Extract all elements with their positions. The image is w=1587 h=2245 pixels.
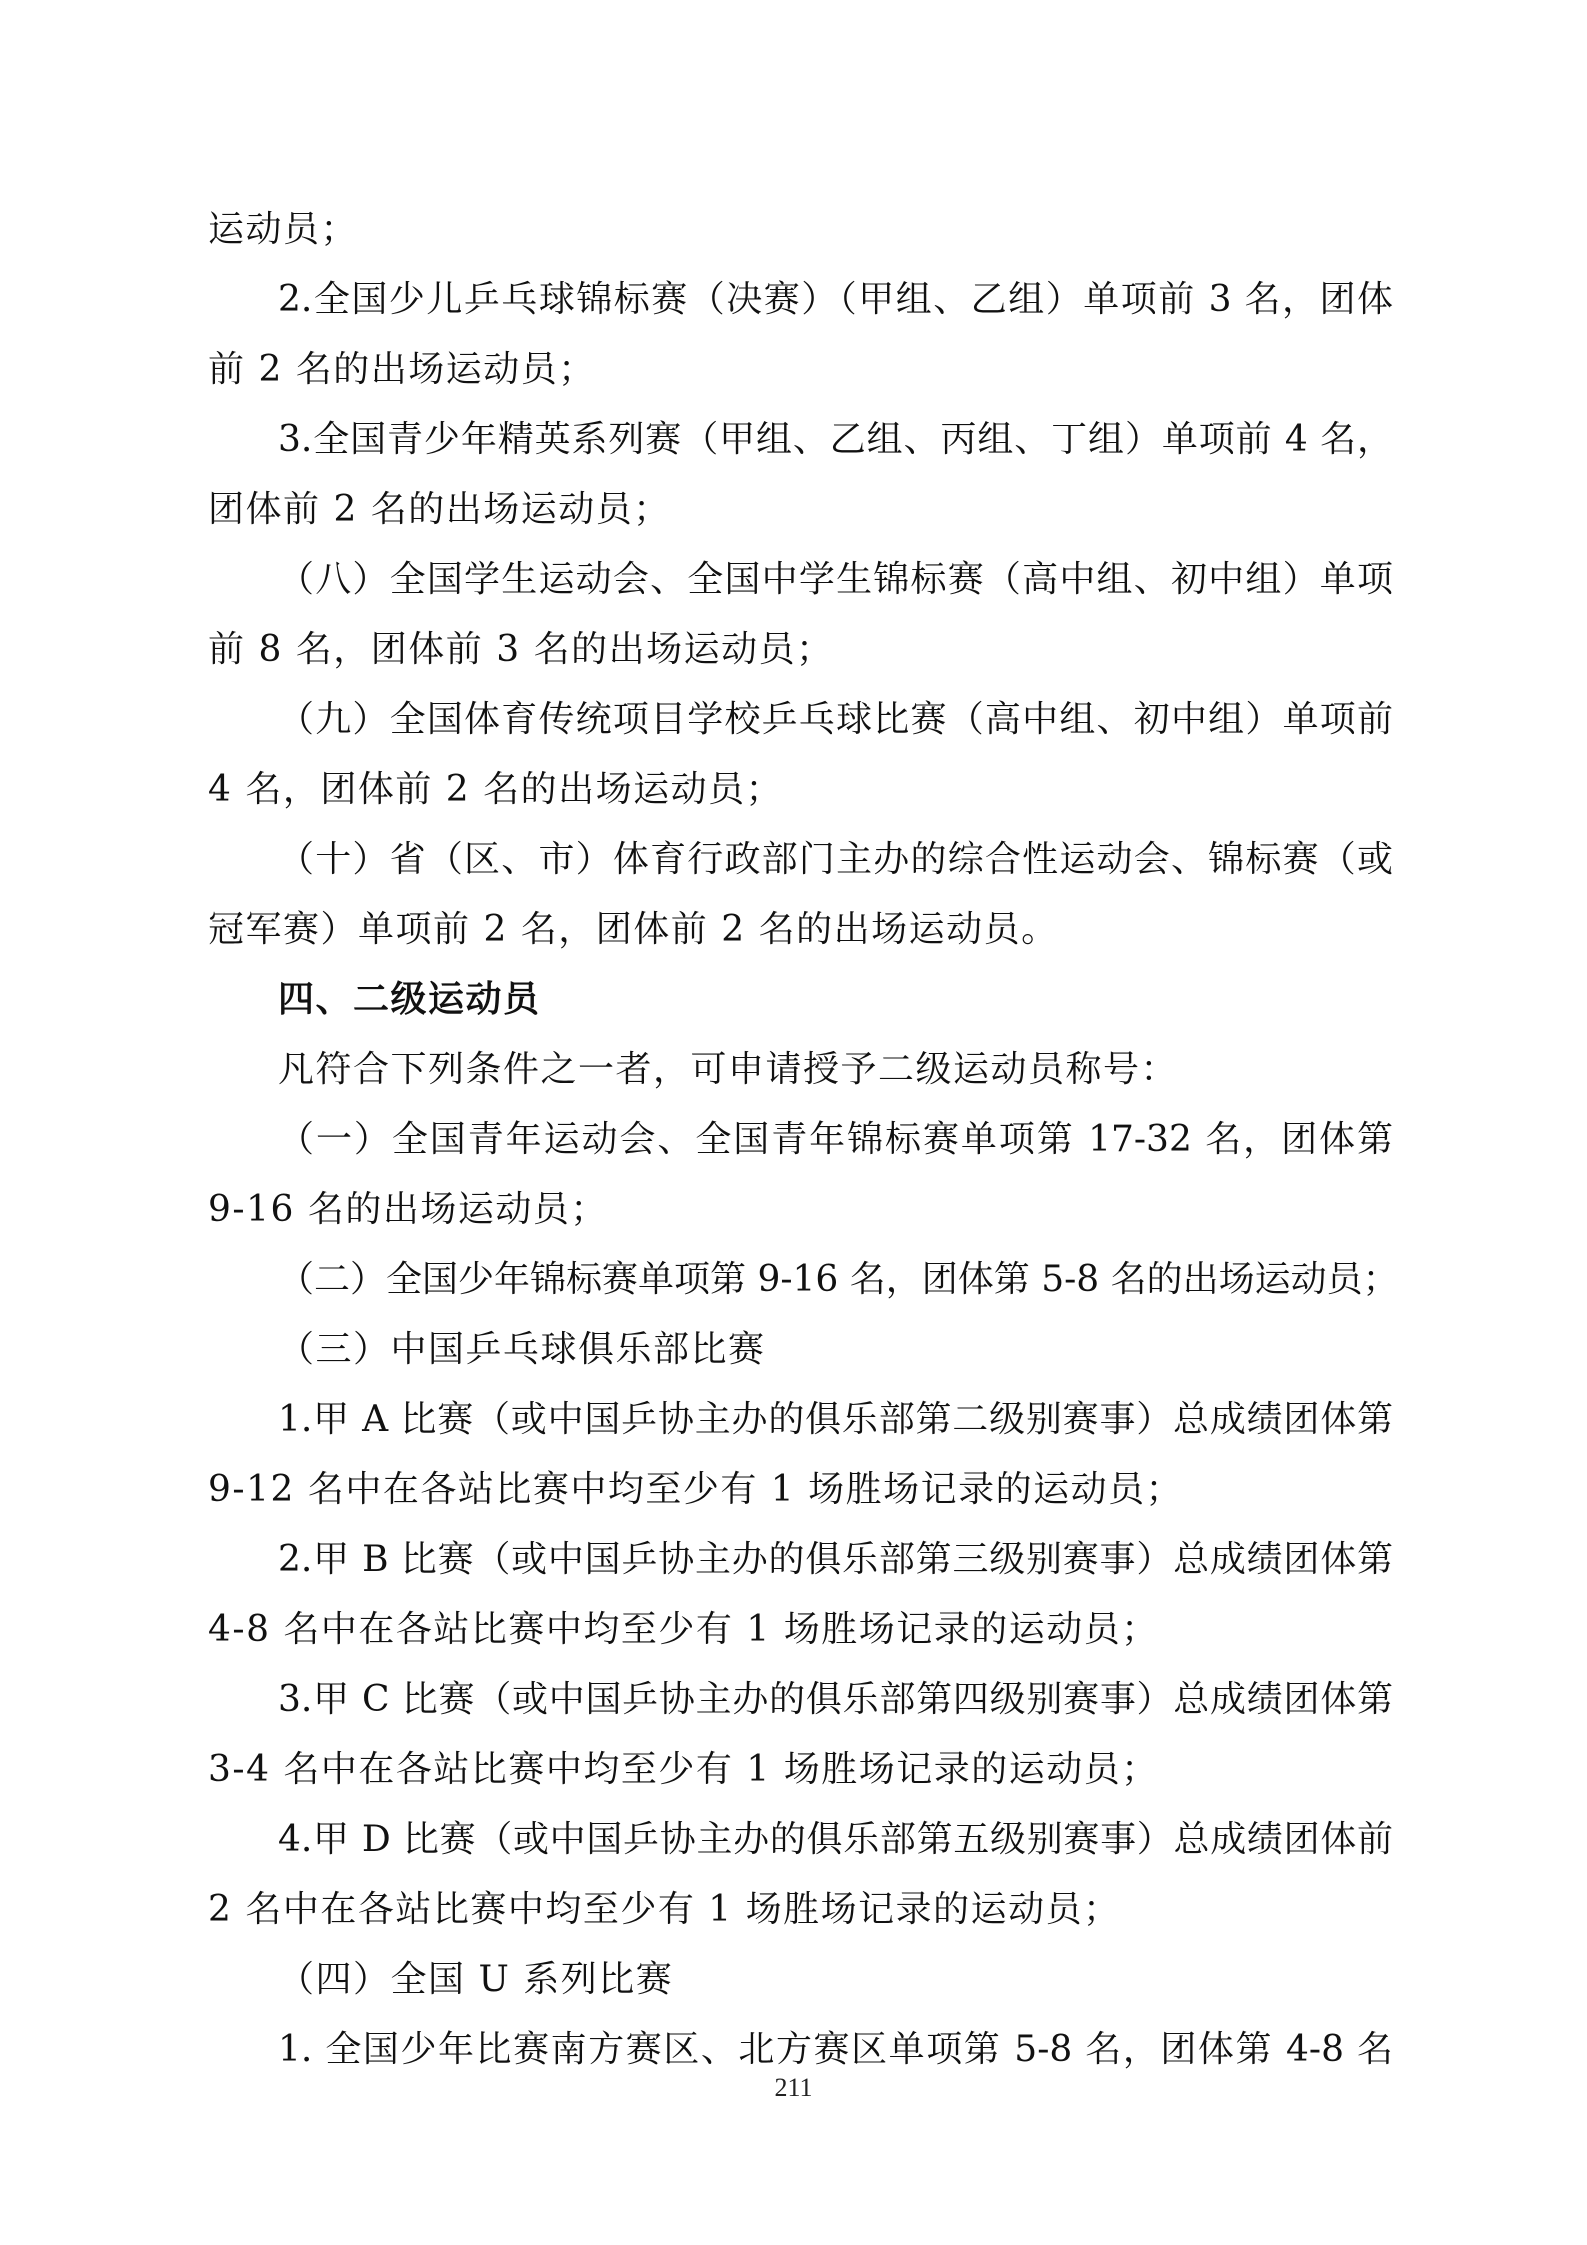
paragraph-line: 3.甲 C 比赛（或中国乒协主办的俱乐部第四级别赛事）总成绩团体第	[278, 1679, 1393, 1720]
paragraph-line: 4-8 名中在各站比赛中均至少有 1 场胜场记录的运动员；	[208, 1609, 1159, 1650]
paragraph-line: （八）全国学生运动会、全国中学生锦标赛（高中组、初中组）单项	[278, 559, 1393, 600]
paragraph-line: 运动员；	[208, 209, 359, 250]
paragraph-line: 9-12 名中在各站比赛中均至少有 1 场胜场记录的运动员；	[208, 1469, 1184, 1510]
page-number: 211	[774, 2073, 813, 2102]
paragraph-line: 1.甲 A 比赛（或中国乒协主办的俱乐部第二级别赛事）总成绩团体第	[278, 1399, 1393, 1440]
paragraph-line: （三）中国乒乓球俱乐部比赛	[278, 1329, 766, 1370]
paragraph-line: （九）全国体育传统项目学校乒乓球比赛（高中组、初中组）单项前	[278, 699, 1393, 740]
paragraph-line: （二）全国少年锦标赛单项第 9-16 名，团体第 5-8 名的出场运动员；	[278, 1259, 1399, 1300]
paragraph-line: （四）全国 U 系列比赛	[278, 1959, 674, 2000]
paragraph-line: 前 2 名的出场运动员；	[208, 349, 596, 390]
paragraph-line: 2 名中在各站比赛中均至少有 1 场胜场记录的运动员；	[208, 1889, 1121, 1930]
paragraph-line: 3-4 名中在各站比赛中均至少有 1 场胜场记录的运动员；	[208, 1749, 1159, 1790]
paragraph-line: 团体前 2 名的出场运动员；	[208, 489, 671, 530]
paragraph-line: 冠军赛）单项前 2 名，团体前 2 名的出场运动员。	[208, 909, 1059, 950]
paragraph-line: 9-16 名的出场运动员；	[208, 1189, 608, 1230]
paragraph-line: 4 名，团体前 2 名的出场运动员；	[208, 769, 784, 810]
paragraph-line: 2.全国少儿乒乓球锦标赛（决赛）（甲组、乙组）单项前 3 名，团体	[278, 279, 1393, 320]
paragraph-line: 凡符合下列条件之一者，可申请授予二级运动员称号：	[278, 1049, 1179, 1090]
paragraph-line: （十）省（区、市）体育行政部门主办的综合性运动会、锦标赛（或	[278, 839, 1393, 880]
paragraph-line: 前 8 名，团体前 3 名的出场运动员；	[208, 629, 834, 670]
paragraph-line: 2.甲 B 比赛（或中国乒协主办的俱乐部第三级别赛事）总成绩团体第	[278, 1539, 1393, 1580]
paragraph-line: 1. 全国少年比赛南方赛区、北方赛区单项第 5-8 名，团体第 4-8 名	[278, 2029, 1393, 2070]
section-heading: 四、二级运动员	[278, 979, 541, 1020]
paragraph-line: （一）全国青年运动会、全国青年锦标赛单项第 17-32 名，团体第	[278, 1119, 1393, 1160]
paragraph-line: 3.全国青少年精英系列赛（甲组、乙组、丙组、丁组）单项前 4 名，	[278, 419, 1393, 460]
paragraph-line: 4.甲 D 比赛（或中国乒协主办的俱乐部第五级别赛事）总成绩团体前	[278, 1819, 1393, 1860]
